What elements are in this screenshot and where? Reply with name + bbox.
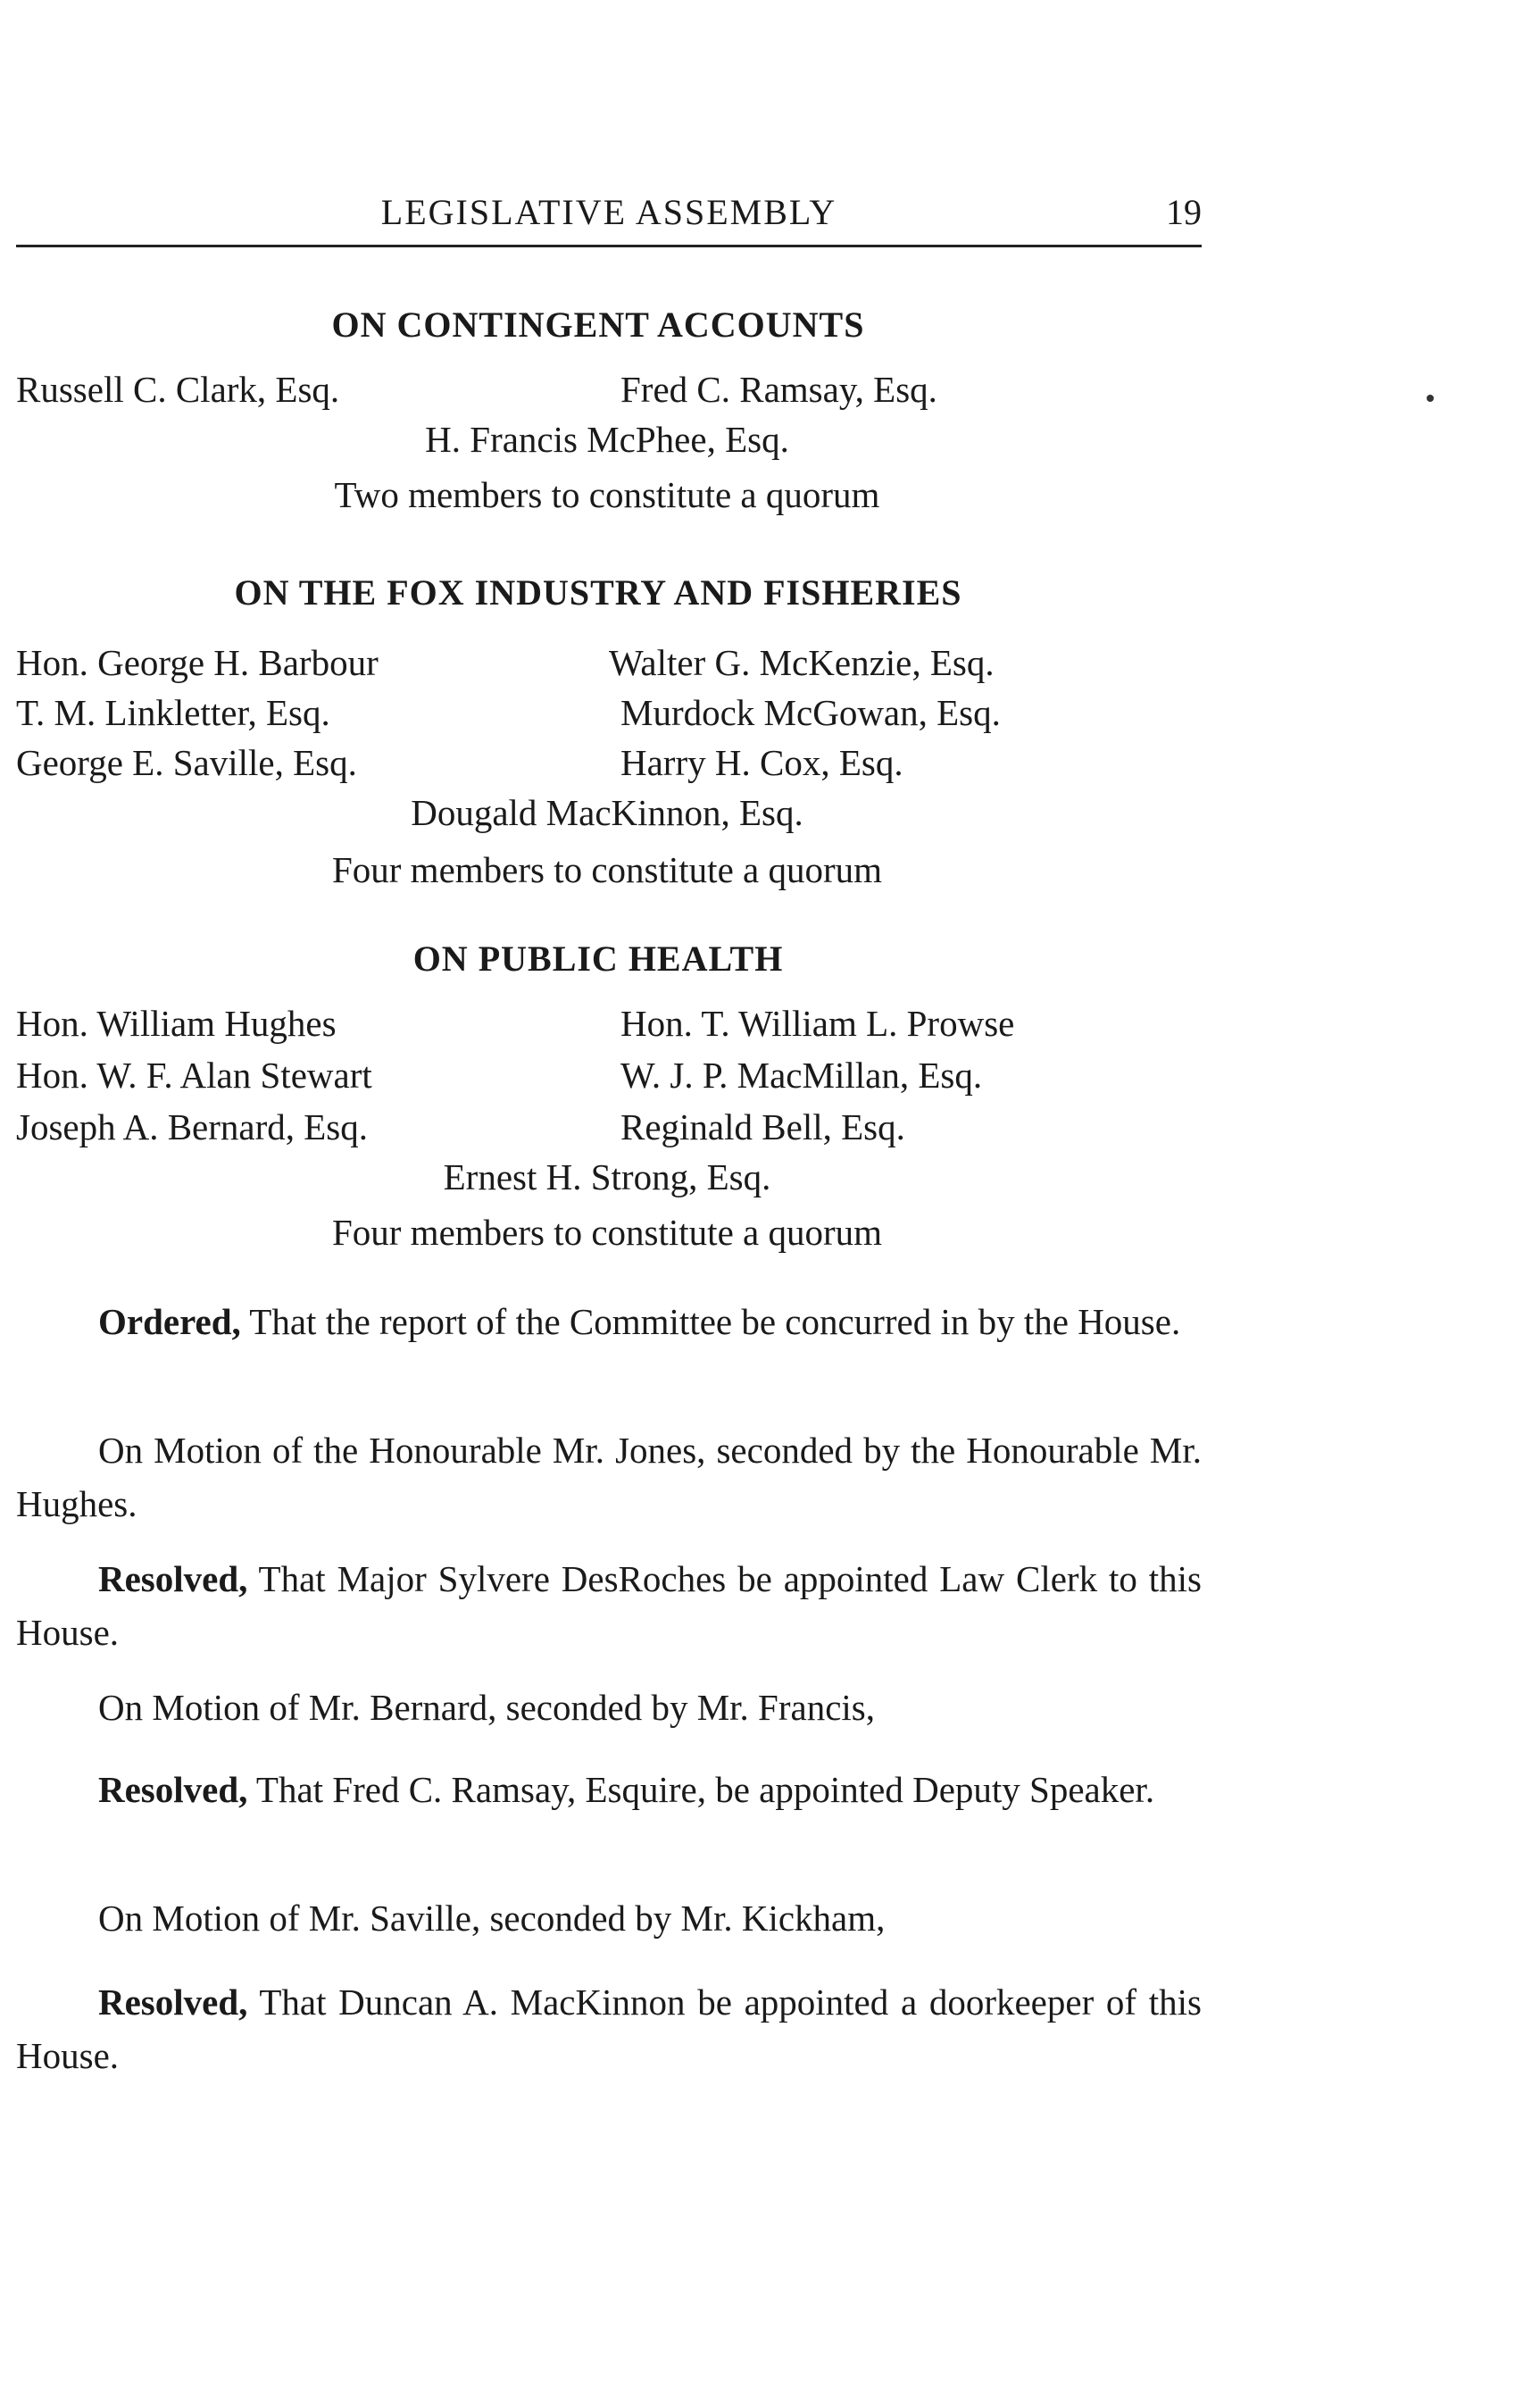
committee-member: Fred C. Ramsay, Esq. <box>620 369 937 410</box>
proceeding-paragraph: On Motion of the Honourable Mr. Jones, seconded by the Honourable Mr. Hughes. <box>16 1430 1202 1524</box>
committee-member: Harry H. Cox, Esq. <box>620 742 903 783</box>
committee-member: Ernest H. Strong, Esq. <box>443 1156 771 1197</box>
committee-member: Murdock McGowan, Esq. <box>620 692 1001 733</box>
committee-member: H. Francis McPhee, Esq. <box>425 419 789 460</box>
running-head <box>16 186 1202 247</box>
committee-member: Reginald Bell, Esq. <box>620 1106 905 1147</box>
proceeding-paragraph: Resolved, That Fred C. Ramsay, Esquire, be appointed Deputy Speaker. <box>98 1769 1155 1810</box>
proceeding-paragraph: Resolved, That Major Sylvere DesRoches be appointed Law Clerk to this House. <box>16 1558 1202 1653</box>
proceeding-paragraph: On Motion of Mr. Saville, seconded by Mr. Kickham, <box>98 1898 886 1939</box>
committee-member: Hon. William Hughes <box>16 1003 337 1044</box>
committee-member: George E. Saville, Esq. <box>16 742 357 783</box>
section-heading-fox: ON THE FOX INDUSTRY AND FISHERIES <box>234 572 962 613</box>
committee-member: Hon. W. F. Alan Stewart <box>16 1055 372 1096</box>
committee-member: Hon. T. William L. Prowse <box>620 1003 1015 1044</box>
quorum-note: Two members to constitute a quorum <box>334 474 880 515</box>
committee-member: Joseph A. Bernard, Esq. <box>16 1106 369 1147</box>
committee-member: Walter G. McKenzie, Esq. <box>609 642 995 683</box>
quorum-note: Four members to constitute a quorum <box>331 1212 883 1253</box>
proceeding-paragraph: Resolved, That Duncan A. MacKinnon be appointed a doorkeeper of this House. <box>16 1981 1202 2076</box>
committee-member: T. M. Linkletter, Esq. <box>16 692 330 733</box>
proceeding-paragraph: On Motion of Mr. Bernard, seconded by Mr. Francis, <box>98 1687 875 1728</box>
page-title: LEGISLATIVE ASSEMBLY <box>380 192 837 232</box>
section-heading-health: ON PUBLIC HEALTH <box>412 939 784 979</box>
section-heading-contingent: ON CONTINGENT ACCOUNTS <box>331 305 865 345</box>
committee-member: Dougald MacKinnon, Esq. <box>411 792 803 833</box>
stray-dot-mark <box>1427 395 1434 402</box>
quorum-note: Four members to constitute a quorum <box>331 849 883 890</box>
committee-member: Russell C. Clark, Esq. <box>16 369 340 410</box>
proceeding-paragraph: Ordered, That the report of the Committee be concurred in by the House. <box>98 1301 1181 1342</box>
page-number: 19 <box>1166 192 1202 232</box>
committee-member: W. J. P. MacMillan, Esq. <box>620 1055 983 1096</box>
committee-member: Hon. George H. Barbour <box>16 642 379 683</box>
